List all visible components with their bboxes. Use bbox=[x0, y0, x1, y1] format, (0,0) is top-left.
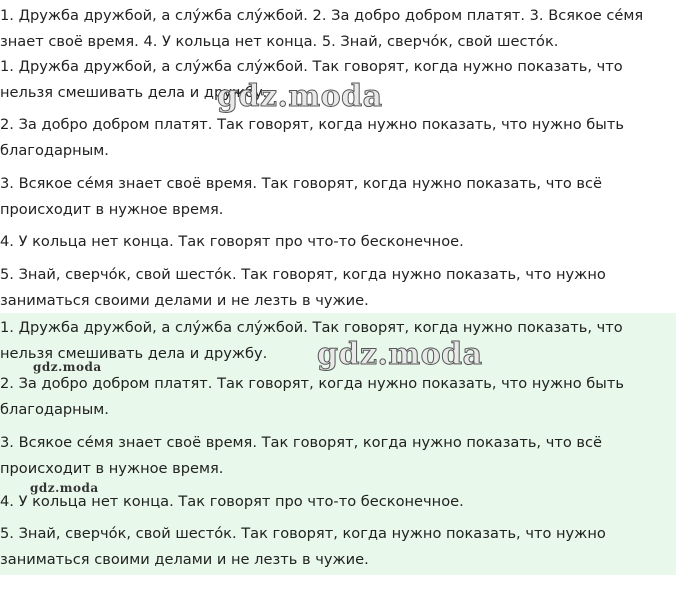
watermark-logo: gdz.moda bbox=[317, 337, 483, 372]
answer-paragraph-3: 3. Всякое се́мя знает своё время. Так говорят, когда нужно показать, что всё происходит в нужное время. bbox=[0, 434, 602, 477]
watermark-small: gdz.moda bbox=[33, 360, 102, 374]
answers-block-highlighted bbox=[0, 313, 676, 575]
answer-paragraph-2: 2. За добро добром платят. Так говорят, когда нужно показать, что нужно быть благодарным. bbox=[0, 375, 624, 418]
answer-paragraph-4: 4. У кольца нет конца. Так говорят про что-то бесконечное. bbox=[0, 493, 464, 510]
watermark-small: gdz.moda bbox=[30, 481, 99, 495]
answer-paragraph-3: 3. Всякое се́мя знает своё время. Так говорят, когда нужно показать, что всё происходит в нужное время. bbox=[0, 175, 602, 218]
answer-paragraph-1: 1. Дружба дружбой, а слу́жба слу́жбой. Так говорят, когда нужно показать, что нельзя смешивать дела и дружбу. bbox=[0, 319, 623, 362]
answer-paragraph-2: 2. За добро добром платят. Так говорят, когда нужно показать, что нужно быть благодарным. bbox=[0, 116, 624, 159]
watermark-logo: gdz.moda bbox=[217, 79, 383, 114]
answer-paragraph-4: 4. У кольца нет конца. Так говорят про что-то бесконечное. bbox=[0, 233, 464, 250]
proverbs-intro: 1. Дружба дружбой, а слу́жба слу́жбой. 2. За добро добром платят. 3. Всякое се́мя знает своё время. 4. У кольца нет конца. 5. Знай, сверчо́к, свой шесто́к. bbox=[0, 7, 644, 50]
answer-paragraph-1: 1. Дружба дружбой, а слу́жба слу́жбой. Так говорят, когда нужно показать, что нельзя смешивать дела и дружбу. bbox=[0, 58, 623, 101]
answer-paragraph-5: 5. Знай, сверчо́к, свой шесто́к. Так говорят, когда нужно показать, что нужно заниматься своими делами и не лезть в чужие. bbox=[0, 266, 606, 309]
answer-paragraph-5: 5. Знай, сверчо́к, свой шесто́к. Так говорят, когда нужно показать, что нужно заниматься своими делами и не лезть в чужие. bbox=[0, 525, 606, 568]
